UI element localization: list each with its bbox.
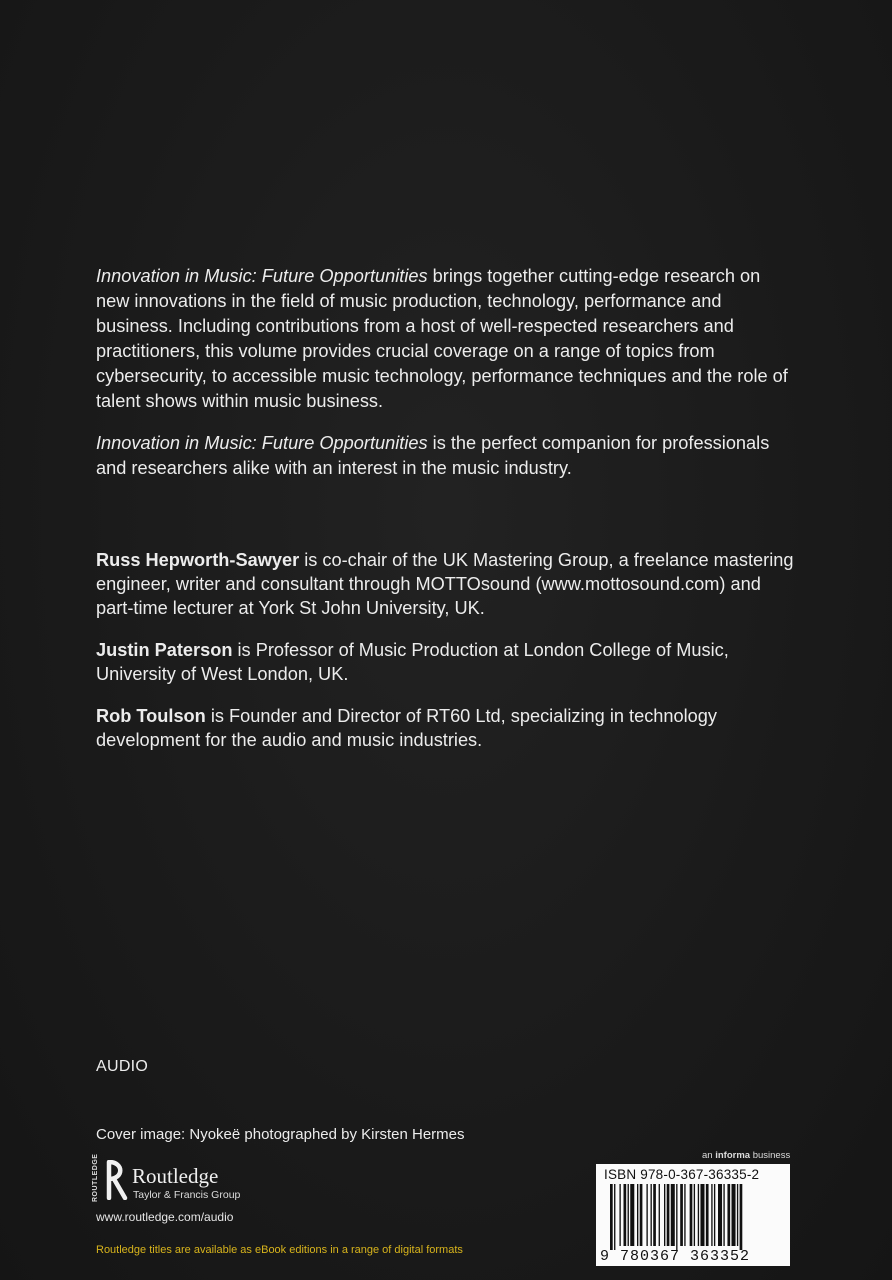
informa-business-tag	[702, 1150, 790, 1161]
barcode-digits: 9 780367 363352	[600, 1248, 751, 1265]
description-paragraph-2	[96, 431, 796, 481]
publisher-name: Routledge	[132, 1164, 219, 1188]
barcode-bar	[676, 1184, 677, 1250]
isbn-barcode	[596, 1164, 790, 1266]
bio-russ-hepworth-sawyer	[96, 548, 796, 620]
barcode-bar	[690, 1184, 693, 1246]
informa-prefix: an	[702, 1150, 716, 1161]
barcode-bar	[740, 1184, 743, 1250]
barcode-bar	[698, 1184, 699, 1246]
informa-suffix: business	[750, 1150, 791, 1161]
bio-name: Rob Toulson	[96, 706, 206, 726]
editor-bios	[96, 548, 796, 770]
barcode-bar	[628, 1184, 629, 1246]
barcode-bar	[727, 1184, 730, 1246]
barcode-bar	[624, 1184, 627, 1246]
barcode-bar	[732, 1184, 736, 1246]
barcode-bar	[706, 1184, 709, 1246]
publisher-logo	[92, 1153, 352, 1206]
bio-name: Justin Paterson	[96, 640, 233, 660]
book-description	[96, 264, 796, 498]
barcode-bar	[659, 1184, 660, 1246]
barcode-bar	[637, 1184, 638, 1246]
barcode-bar	[684, 1184, 685, 1246]
bio-text: is Professor of Music Production at London College of Music, University of West London, UK.	[96, 640, 729, 684]
book-title-italic: Innovation in Music: Future Opportunities	[96, 266, 428, 286]
bio-justin-paterson	[96, 638, 796, 686]
barcode-bar	[664, 1184, 665, 1246]
cover-image-credit: Cover image: Nyokeë photographed by Kirsten Hermes	[96, 1126, 465, 1143]
barcode-bar	[651, 1184, 652, 1246]
barcode-bar	[671, 1184, 675, 1246]
routledge-r-icon	[106, 1160, 128, 1200]
publisher-group: Taylor & Francis Group	[133, 1189, 241, 1201]
description-text-1: brings together cutting-edge research on new innovations in the field of music production, technology, performance and business. Including contributions from a host of well-respected researchers and practitioners, this volume provides crucial coverage on a range of topics from cybersecurity, to accessible music technology, performance techniques and the role of talent shows within music business.	[96, 266, 788, 411]
barcode-bar	[718, 1184, 722, 1246]
barcode-bar	[723, 1184, 724, 1246]
publisher-url[interactable]: www.routledge.com/audio	[96, 1210, 234, 1224]
barcode-bar	[667, 1184, 670, 1246]
barcode-bar	[714, 1184, 715, 1246]
ebook-availability-note: Routledge titles are available as eBook editions in a range of digital formats	[96, 1244, 463, 1256]
barcode-bar	[614, 1184, 615, 1250]
barcode-bar	[680, 1184, 683, 1246]
description-text-2: is the perfect companion for professionals and researchers alike with an interest in the music industry.	[96, 433, 770, 478]
barcode-bar	[694, 1184, 695, 1246]
book-title-italic: Innovation in Music: Future Opportunities	[96, 433, 428, 453]
barcode-bar	[610, 1184, 613, 1250]
bio-rob-toulson	[96, 704, 796, 752]
barcode-bar	[619, 1184, 620, 1246]
barcode-bar	[653, 1184, 656, 1246]
subject-category: AUDIO	[96, 1058, 149, 1075]
isbn-label: ISBN 978-0-367-36335-2	[604, 1167, 760, 1182]
description-paragraph-1	[96, 264, 796, 414]
barcode-bar	[646, 1184, 647, 1246]
bio-name: Russ Hepworth-Sawyer	[96, 550, 300, 570]
bio-text: is Founder and Director of RT60 Ltd, specializing in technology development for the audio and music industries.	[96, 706, 717, 750]
barcode-bar	[711, 1184, 712, 1246]
barcode-bar	[737, 1184, 738, 1246]
bio-text: is co-chair of the UK Mastering Group, a freelance mastering engineer, writer and consultant through MOTTOsound (www.mottosound.com) and part-time lecturer at York St John University, UK.	[96, 550, 794, 618]
barcode-bar	[700, 1184, 704, 1246]
informa-brand: informa	[715, 1150, 751, 1161]
barcode-bar	[630, 1184, 634, 1246]
barcode-bar	[640, 1184, 643, 1246]
publisher-vertical-text: ROUTLEDGE	[92, 1153, 99, 1202]
